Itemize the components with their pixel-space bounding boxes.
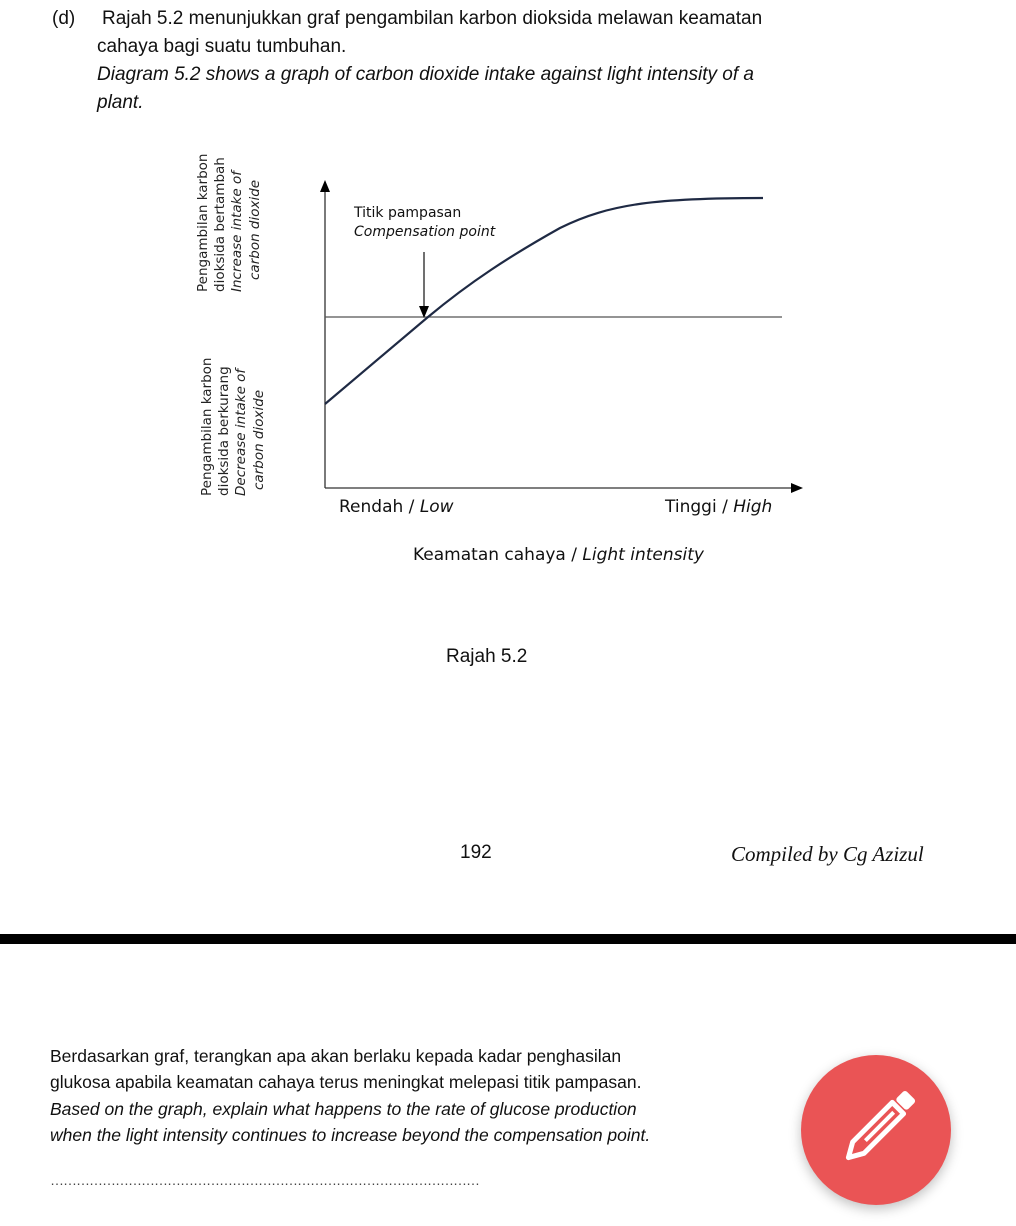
x-title-malay: Keamatan cahaya / [413,545,577,565]
next-english-line2: when the light intensity continues to increase beyond the compensation point. [50,1125,651,1145]
question-english-line1: Diagram 5.2 shows a graph of carbon dioxide intake against light intensity of a [97,64,754,85]
question-malay-line1: Rajah 5.2 menunjukkan graf pengambilan karbon dioksida melawan keamatan [102,8,763,29]
page-divider [0,934,1016,944]
edit-button[interactable] [801,1055,951,1205]
x-high-malay: Tinggi / [665,497,728,517]
next-malay-line1: Berdasarkan graf, terangkan apa akan berlaku kepada kadar penghasilan [50,1046,622,1066]
x-low-english: Low [419,497,454,517]
question-label: (d) [52,8,76,29]
graph [0,0,1016,600]
x-title-english: Light intensity [582,545,704,565]
next-english-line1: Based on the graph, explain what happens to the rate of glucose production [50,1099,637,1119]
y-lower-english2: carbon dioxide [251,389,267,490]
annotation-english: Compensation point [354,224,496,240]
question-malay-line2: cahaya bagi suatu tumbuhan. [97,36,347,57]
question-english-line2: plant. [97,92,144,113]
y-upper-malay2: dioksida bertambah [212,157,228,292]
y-lower-malay2: dioksida berkurang [216,366,232,496]
y-upper-english1: Increase intake of [229,170,245,292]
y-axis-arrow [320,180,330,192]
x-high-label [665,497,772,517]
x-axis-title [413,545,704,565]
next-malay-line2: glukosa apabila keamatan cahaya terus meningkat melepasi titik pampasan. [50,1072,642,1092]
credit: Compiled by Cg Azizul [731,842,924,866]
x-low-malay: Rendah / [339,497,415,517]
page-number: 192 [460,842,492,863]
annotation-malay: Titik pampasan [354,205,462,221]
y-upper-malay1: Pengambilan karbon [195,153,211,292]
y-lower-english1: Decrease intake of [233,368,249,496]
y-upper-english2: carbon dioxide [247,179,263,280]
x-low-label [339,497,454,517]
x-axis-arrow [791,483,803,493]
x-high-english: High [733,497,773,517]
answer-line[interactable]: ……………………………………………………………………………………… [50,1172,479,1188]
diagram-caption: Rajah 5.2 [446,646,528,667]
y-lower-malay1: Pengambilan karbon [199,357,215,496]
pencil-icon [801,1055,951,1205]
